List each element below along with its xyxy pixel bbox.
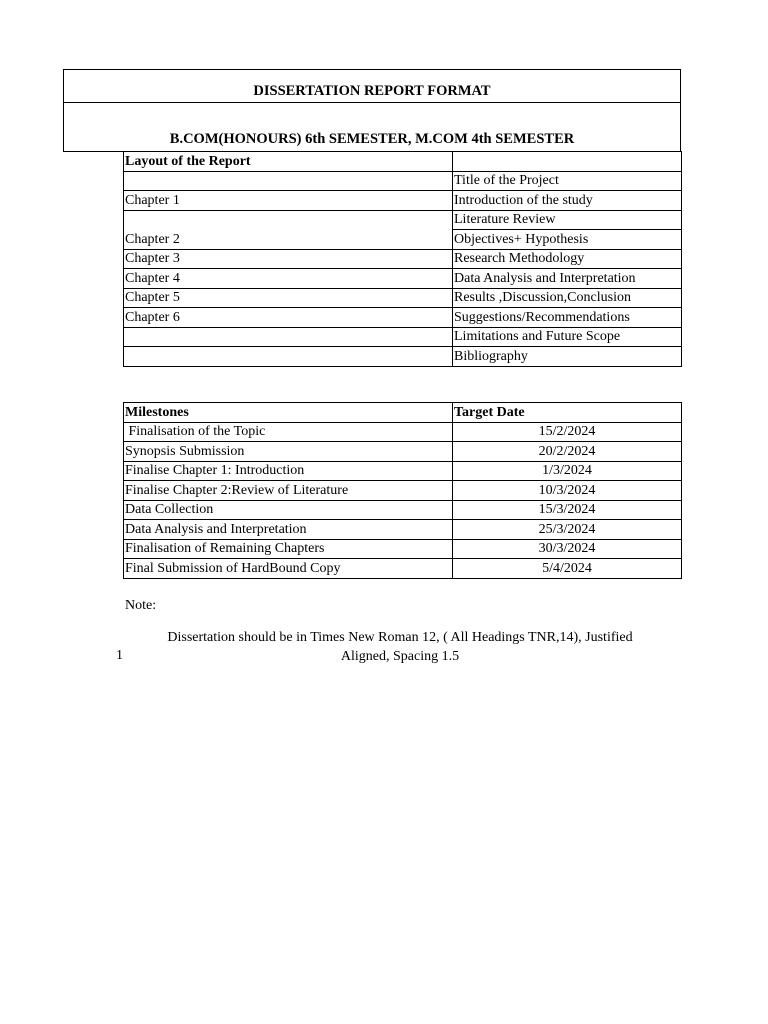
milestone-name: Finalise Chapter 2:Review of Literature (124, 481, 453, 501)
table-row (124, 347, 682, 367)
table-row (124, 461, 682, 481)
layout-chapter (124, 171, 453, 191)
layout-chapter: Chapter 3 (124, 249, 453, 269)
milestone-date: 15/2/2024 (453, 422, 682, 442)
layout-section: Title of the Project (453, 171, 682, 191)
target-date-column-header: Target Date (453, 403, 682, 423)
layout-section: Literature Review (453, 211, 681, 230)
layout-heading: Layout of the Report (124, 152, 453, 172)
layout-section: Results ,Discussion,Conclusion (453, 288, 682, 308)
table-row (124, 191, 682, 211)
report-title: DISSERTATION REPORT FORMAT (253, 83, 491, 99)
layout-section-pair (453, 210, 682, 249)
table-row (124, 500, 682, 520)
milestone-date: 25/3/2024 (453, 520, 682, 540)
table-row (124, 422, 682, 442)
table-row (124, 249, 682, 269)
table-row (124, 308, 682, 328)
milestone-table (123, 402, 682, 579)
table-row (124, 152, 682, 172)
table-row (124, 559, 682, 579)
table-cell (453, 152, 682, 172)
layout-chapter: Chapter 1 (124, 191, 453, 211)
layout-section: Limitations and Future Scope (453, 327, 682, 347)
layout-chapter: Chapter 6 (124, 308, 453, 328)
table-row (124, 171, 682, 191)
layout-table (123, 151, 682, 367)
milestone-name: Finalise Chapter 1: Introduction (124, 461, 453, 481)
layout-section: Introduction of the study (453, 191, 682, 211)
layout-section: Bibliography (453, 347, 682, 367)
milestone-name: Finalisation of Remaining Chapters (124, 539, 453, 559)
table-header-row (124, 403, 682, 423)
note-text-line1: Dissertation should be in Times New Roman 12, ( All Headings TNR,14), Justified (167, 630, 633, 645)
table-row (124, 288, 682, 308)
table-row (124, 442, 682, 462)
milestone-date: 5/4/2024 (453, 559, 682, 579)
layout-chapter (124, 327, 453, 347)
table-row (124, 481, 682, 501)
note-label: Note: (125, 598, 157, 613)
layout-section: Data Analysis and Interpretation (453, 269, 682, 289)
table-row (124, 327, 682, 347)
milestone-name: Synopsis Submission (124, 442, 453, 462)
title-cell (63, 69, 681, 103)
note-text (140, 629, 660, 666)
note-text-line2: Aligned, Spacing 1.5 (340, 648, 460, 664)
table-row (124, 210, 682, 249)
layout-section: Suggestions/Recommendations (453, 308, 682, 328)
table-row (124, 539, 682, 559)
milestone-column-header: Milestones (124, 403, 453, 423)
milestone-date: 10/3/2024 (453, 481, 682, 501)
layout-chapter: Chapter 4 (124, 269, 453, 289)
milestone-name: Data Collection (124, 500, 453, 520)
table-row (124, 269, 682, 289)
layout-section: Objectives+ Hypothesis (454, 231, 589, 247)
milestone-date: 15/3/2024 (453, 500, 682, 520)
layout-chapter (124, 347, 453, 367)
layout-chapter: Chapter 5 (124, 288, 453, 308)
milestone-name: Data Analysis and Interpretation (124, 520, 453, 540)
table-row (124, 520, 682, 540)
layout-section: Research Methodology (453, 249, 682, 269)
milestone-name: Finalisation of the Topic (124, 422, 453, 442)
report-subtitle: B.COM(HONOURS) 6th SEMESTER, M.COM 4th SEMESTER (169, 131, 575, 147)
layout-chapter: Chapter 2 (124, 210, 453, 249)
page-number: 1 (116, 648, 123, 663)
milestone-date: 30/3/2024 (453, 539, 682, 559)
milestone-date: 1/3/2024 (453, 461, 682, 481)
milestone-name: Final Submission of HardBound Copy (124, 559, 453, 579)
milestone-date: 20/2/2024 (453, 442, 682, 462)
subtitle-wrap (63, 102, 681, 152)
